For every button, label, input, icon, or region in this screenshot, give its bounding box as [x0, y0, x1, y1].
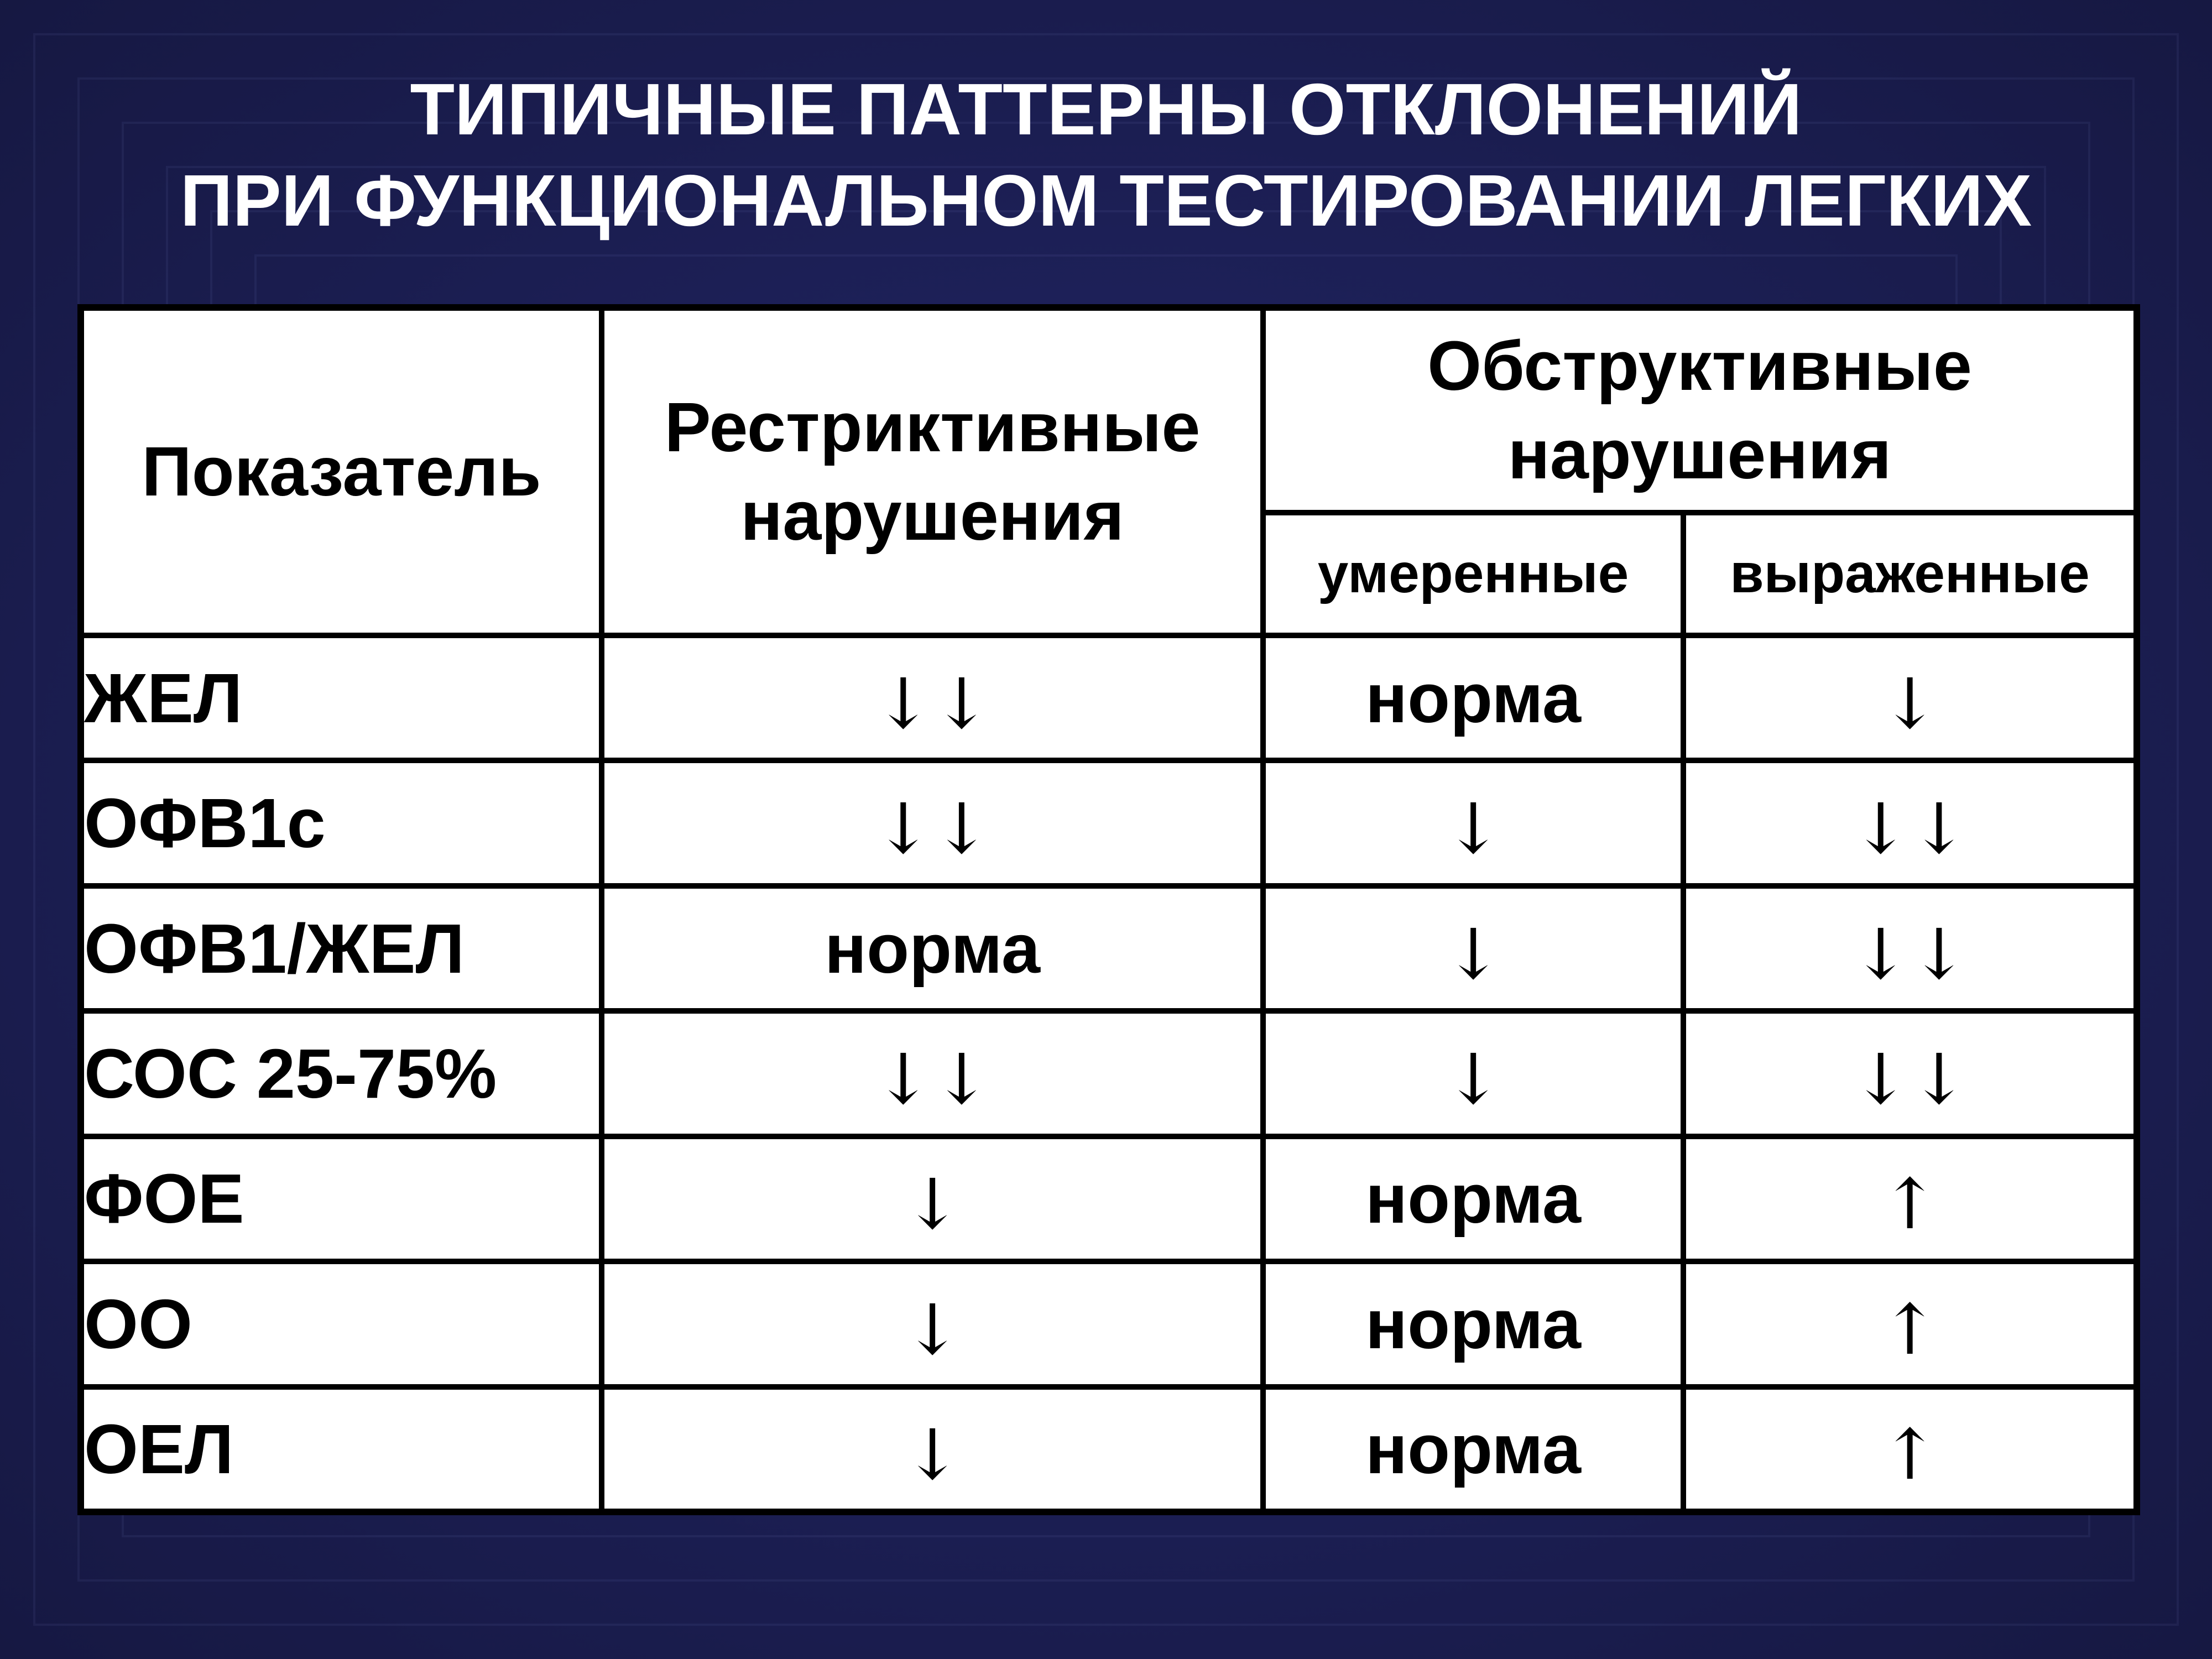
cell-severe: ↑ — [1683, 1136, 2137, 1261]
cell-severe: ↓↓ — [1683, 760, 2137, 885]
header-restrictive-line-1: Рестриктивные — [664, 388, 1201, 467]
table-row — [81, 1136, 2137, 1261]
cell-restrictive: ↓↓ — [602, 1011, 1263, 1136]
cell-restrictive: ↓↓ — [602, 635, 1263, 760]
cell-severe: ↑ — [1683, 1387, 2137, 1512]
header-obstructive — [1263, 307, 2137, 513]
row-indicator: СОС 25-75% — [81, 1011, 602, 1136]
header-obstructive-line-1: Обструктивные — [1427, 326, 1972, 405]
cell-moderate: норма — [1263, 1387, 1683, 1512]
cell-moderate: ↓ — [1263, 760, 1683, 885]
table-row — [81, 1261, 2137, 1386]
cell-restrictive: ↓↓ — [602, 760, 1263, 885]
slide-title-line-2: ПРИ ФУНКЦИОНАЛЬНОМ ТЕСТИРОВАНИИ ЛЕГКИХ — [180, 160, 2032, 241]
row-indicator: ФОЕ — [81, 1136, 602, 1261]
cell-severe: ↑ — [1683, 1261, 2137, 1386]
cell-severe: ↓↓ — [1683, 1011, 2137, 1136]
cell-moderate: ↓ — [1263, 886, 1683, 1011]
cell-moderate: ↓ — [1263, 1011, 1683, 1136]
row-indicator: ОФВ1/ЖЕЛ — [81, 886, 602, 1011]
table-row — [81, 1011, 2137, 1136]
row-indicator: ОО — [81, 1261, 602, 1386]
slide-title-line-1: ТИПИЧНЫЕ ПАТТЕРНЫ ОТКЛОНЕНИЙ — [410, 69, 1802, 150]
header-obstructive-line-2: нарушения — [1507, 415, 1892, 493]
table-row — [81, 1387, 2137, 1512]
header-moderate: умеренные — [1263, 513, 1683, 635]
table-header-row — [81, 307, 2137, 513]
cell-moderate: норма — [1263, 635, 1683, 760]
row-indicator: ОФВ1с — [81, 760, 602, 885]
cell-restrictive: норма — [602, 886, 1263, 1011]
cell-moderate: норма — [1263, 1261, 1683, 1386]
table-row — [81, 760, 2137, 885]
header-restrictive — [602, 307, 1263, 635]
row-indicator: ЖЕЛ — [81, 635, 602, 760]
cell-restrictive: ↓ — [602, 1387, 1263, 1512]
slide-title — [0, 64, 2212, 246]
row-indicator: ОЕЛ — [81, 1387, 602, 1512]
header-indicator: Показатель — [81, 307, 602, 635]
table-row — [81, 635, 2137, 760]
cell-moderate: норма — [1263, 1136, 1683, 1261]
table-row — [81, 886, 2137, 1011]
cell-restrictive: ↓ — [602, 1136, 1263, 1261]
header-restrictive-line-2: нарушения — [740, 477, 1124, 555]
header-severe: выраженные — [1683, 513, 2137, 635]
cell-severe: ↓↓ — [1683, 886, 2137, 1011]
lung-function-table — [77, 304, 2140, 1515]
cell-severe: ↓ — [1683, 635, 2137, 760]
cell-restrictive: ↓ — [602, 1261, 1263, 1386]
